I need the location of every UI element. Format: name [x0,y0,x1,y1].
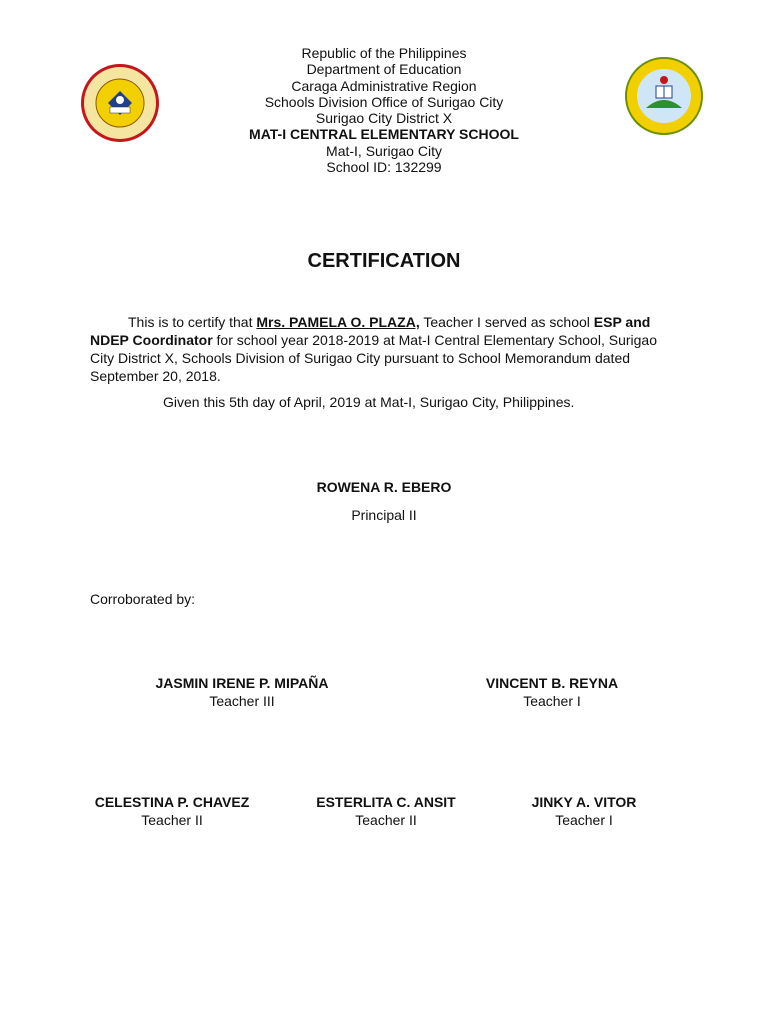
corroborated-label: Corroborated by: [90,591,196,607]
school-id: School ID: 132299 [326,159,442,176]
signatory-name: VINCENT B. REYNA [485,675,619,691]
signatory-position: Teacher III [209,693,275,709]
signatory-name: JASMIN IRENE P. MIPAÑA [155,675,329,691]
signatory-name: ESTERLITA C. ANSIT [316,794,456,810]
principal-signature-block [284,478,484,524]
signatory-name: CELESTINA P. CHAVEZ [94,794,250,810]
certification-paragraph [90,313,684,385]
signatory-position: Teacher I [523,693,581,709]
coordinator-role: ESP and NDEP Coordinator [90,314,651,348]
body-text-3: for school year 2018-2019 at Mat-I Central Elementary School, Surigao City District X, Schools Division of Surigao City pursuant to School Memorandum dated September 20, 2018. [90,332,657,384]
signatory-name: JINKY A. VITOR [531,794,637,810]
header-line-deped: Department of Education [306,61,462,78]
signatory-position: Teacher I [555,812,613,828]
deped-caraga-seal-icon [80,63,160,143]
header-line-republic: Republic of the Philippines [301,45,467,61]
signatory-block [484,793,684,829]
principal-name: ROWENA R. EBERO [316,479,452,495]
document-title: CERTIFICATION [307,250,461,272]
header-line-region: Caraga Administrative Region [291,77,477,94]
certified-person-name: Mrs. PAMELA O. PLAZA, [256,314,420,330]
signatory-position: Teacher II [355,812,417,828]
letterhead [184,45,584,175]
body-text-1: This is to certify that [128,314,257,330]
mat-i-central-elementary-school-seal-icon [624,56,704,136]
signatory-block [286,793,486,829]
signatory-position: Teacher II [141,812,203,828]
signatory-block [452,674,652,710]
signatory-block [72,793,272,829]
header-line-district: Surigao City District X [315,110,453,127]
signatory-block [142,674,342,710]
school-name: MAT-I CENTRAL ELEMENTARY SCHOOL [249,126,519,143]
body-text-2: Teacher I served as school [419,314,594,330]
principal-position: Principal II [351,507,417,523]
header-line-division: Schools Division Office of Surigao City [264,93,504,110]
given-date-line: Given this 5th day of April, 2019 at Mat-I, Surigao City, Philippines. [163,394,575,410]
school-address: Mat-I, Surigao City [326,142,442,159]
